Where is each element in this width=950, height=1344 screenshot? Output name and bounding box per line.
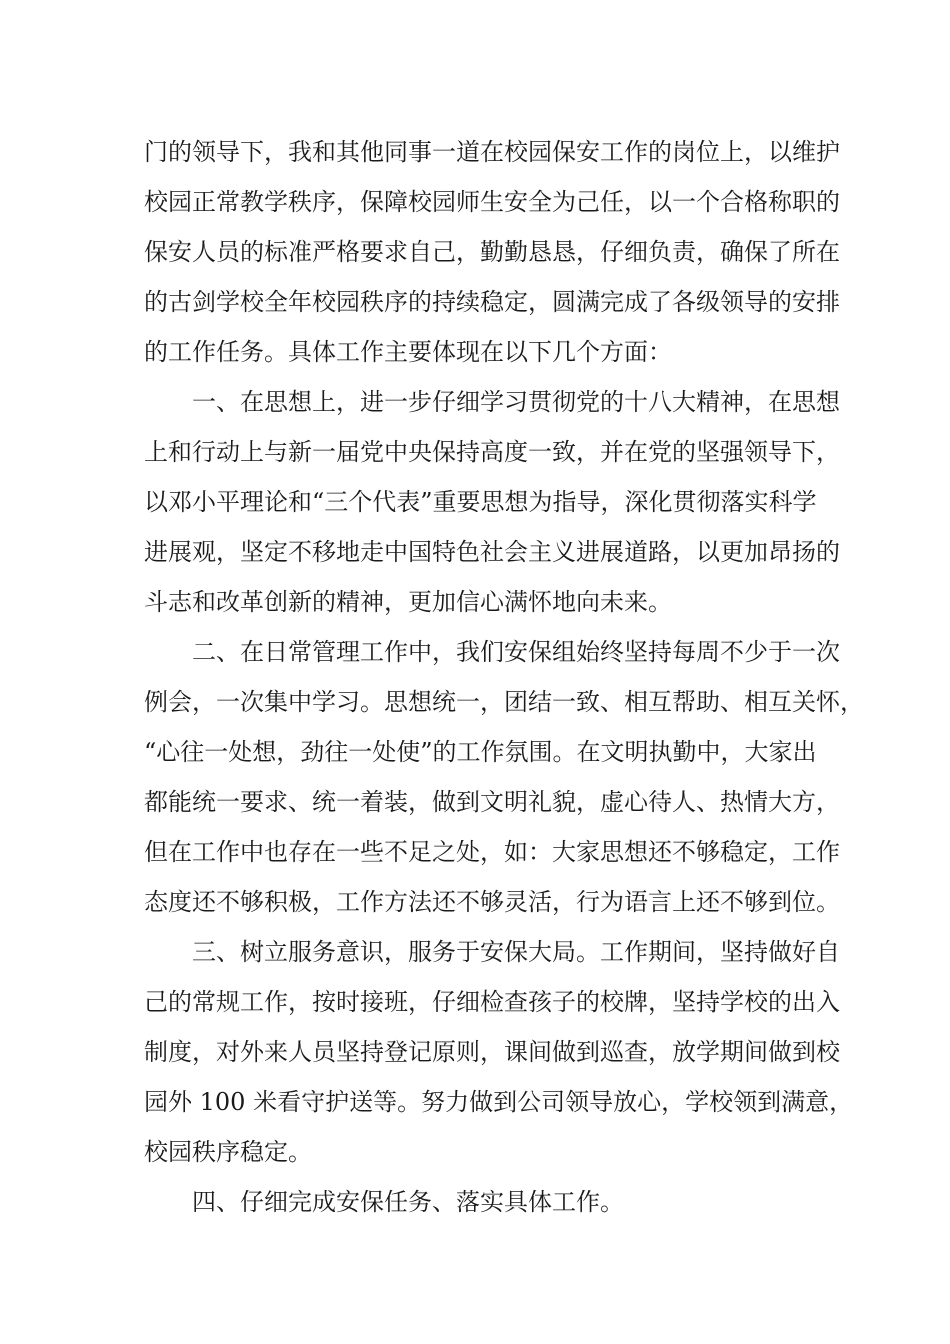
text-line: 斗志和改革创新的精神，更加信心满怀地向未来。	[144, 588, 672, 616]
text-line: 进展观，坚定不移地走中国特色社会主义进展道路，以更加昂扬的	[144, 538, 840, 566]
text-line: 制度，对外来人员坚持登记原则，课间做到巡查，放学期间做到校	[144, 1038, 840, 1066]
text-line: 态度还不够积极，工作方法还不够灵活，行为语言上还不够到位。	[144, 888, 840, 916]
text-line: 以邓小平理论和“三个代表”重要思想为指导，深化贯彻落实科学	[144, 488, 817, 516]
text-line: 校园正常教学秩序，保障校园师生安全为己任，以一个合格称职的	[144, 188, 840, 216]
text-line: 园外 100 米看守护送等。努力做到公司领导放心，学校领到满意，	[144, 1088, 854, 1116]
document-body	[144, 127, 864, 1227]
text-line: 三、树立服务意识，服务于安保大局。工作期间，坚持做好自	[192, 938, 840, 966]
paragraph	[144, 1177, 816, 1227]
text-line: 上和行动上与新一届党中央保持高度一致，并在党的坚强领导下，	[144, 438, 840, 466]
text-line: 校园秩序稳定。	[144, 1138, 312, 1166]
text-line: 的古剑学校全年校园秩序的持续稳定，圆满完成了各级领导的安排	[144, 288, 840, 316]
paragraph	[144, 127, 840, 377]
text-line: 二、在日常管理工作中，我们安保组始终坚持每周不少于一次	[192, 638, 840, 666]
text-line: 一、在思想上，进一步仔细学习贯彻党的十八大精神，在思想	[192, 388, 840, 416]
text-line: 保安人员的标准严格要求自己，勤勤恳恳，仔细负责，确保了所在	[144, 238, 840, 266]
text-line: “心往一处想，劲往一处使”的工作氛围。在文明执勤中，大家出	[144, 738, 817, 766]
text-line: 的工作任务。具体工作主要体现在以下几个方面：	[144, 338, 672, 366]
text-line: 己的常规工作，按时接班，仔细检查孩子的校牌，坚持学校的出入	[144, 988, 840, 1016]
paragraph	[144, 927, 854, 1177]
text-line: 都能统一要求、统一着装，做到文明礼貌，虚心待人、热情大方，	[144, 788, 840, 816]
text-line: 例会，一次集中学习。思想统一，团结一致、相互帮助、相互关怀，	[144, 688, 864, 716]
paragraph	[144, 377, 840, 627]
text-line: 但在工作中也存在一些不足之处，如：大家思想还不够稳定，工作	[144, 838, 840, 866]
text-line: 门的领导下，我和其他同事一道在校园保安工作的岗位上，以维护	[144, 138, 840, 166]
paragraph	[144, 627, 864, 927]
text-line: 四、仔细完成安保任务、落实具体工作。	[192, 1188, 624, 1216]
